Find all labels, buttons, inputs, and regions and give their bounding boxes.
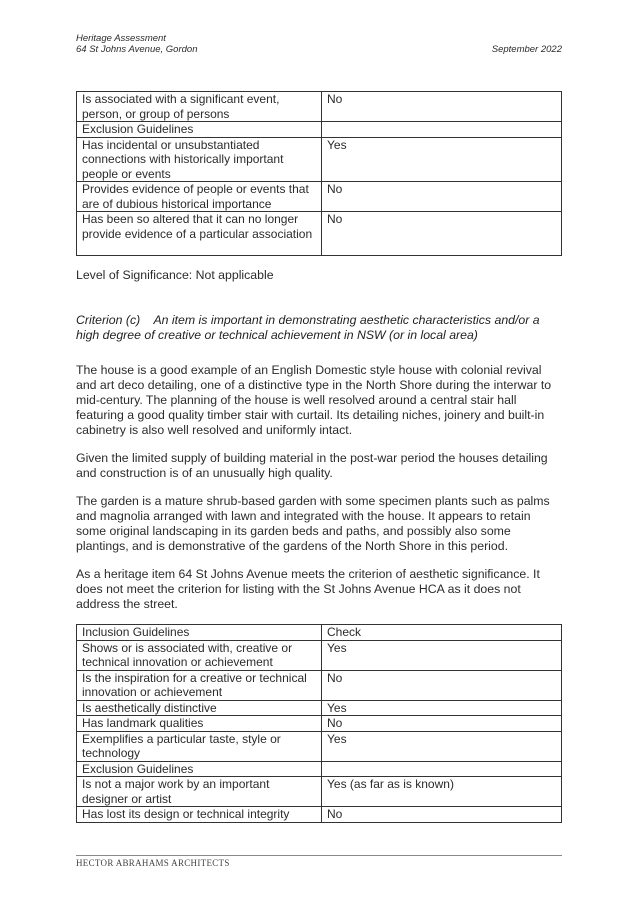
check-cell: Yes (as far as is known) (322, 777, 562, 807)
criterion-label: Criterion (c) (76, 313, 141, 327)
check-cell: No (322, 807, 562, 823)
guideline-cell: Has been so altered that it can no longer provide evidence of a particular association (77, 212, 322, 256)
guideline-cell: Exclusion Guidelines (77, 761, 322, 777)
check-cell: No (322, 212, 562, 256)
column-header: Check (322, 625, 562, 641)
table-row (77, 137, 562, 182)
guideline-cell: Is the inspiration for a creative or technical innovation or achievement (77, 670, 322, 700)
guideline-cell: Is not a major work by an important designer or artist (77, 777, 322, 807)
table-row (77, 122, 562, 138)
table-header-row (77, 625, 562, 641)
criterion-heading (76, 313, 562, 343)
check-cell: Yes (322, 137, 562, 182)
check-cell: No (322, 182, 562, 212)
table-row (77, 761, 562, 777)
check-cell: Yes (322, 640, 562, 670)
check-cell: No (322, 670, 562, 700)
header-date: September 2022 (491, 44, 562, 55)
paragraph: The house is a good example of an English Domestic style house with colonial revival and art deco detailing, one of a distinctive type in the North Shore during the interwar to mid-century. The planning of the house is well resolved around a central stair hall featuring a good quality timber stair with curtail. Its detailing niches, joinery and built-in cabinetry is also well resolved and uniformly intact. (76, 363, 552, 437)
check-cell (322, 122, 562, 138)
table-row (77, 182, 562, 212)
check-cell: No (322, 92, 562, 122)
guideline-cell: Has lost its design or technical integrity (77, 807, 322, 823)
paragraph: As a heritage item 64 St Johns Avenue meets the criterion of aesthetic significance. It does not meet the criterion for listing with the St Johns Avenue HCA as it does not address the street. (76, 567, 540, 611)
table-row (77, 807, 562, 823)
table-row (77, 92, 562, 122)
level-of-significance: Level of Significance: Not applicable (76, 268, 274, 282)
table-row (77, 640, 562, 670)
guideline-cell: Is aesthetically distinctive (77, 700, 322, 716)
guideline-cell: Is associated with a significant event, person, or group of persons (77, 92, 322, 122)
historical-association-table (76, 91, 562, 256)
column-header: Inclusion Guidelines (77, 625, 322, 641)
footer-firm-name: HECTOR ABRAHAMS ARCHITECTS (76, 858, 230, 868)
header-title: Heritage Assessment (76, 33, 166, 44)
guideline-cell: Has incidental or unsubstantiated connections with historically important people or events (77, 137, 322, 182)
check-cell: Yes (322, 731, 562, 761)
page-header (76, 33, 562, 55)
guideline-cell: Provides evidence of people or events that are of dubious historical importance (77, 182, 322, 212)
table-row (77, 212, 562, 256)
table-row (77, 777, 562, 807)
table-row (77, 731, 562, 761)
paragraph: The garden is a mature shrub-based garden with some specimen plants such as palms and magnolia arranged with lawn and integrated with the house. It appears to retain some original landscaping in its garden beds and paths, and possibly also some plantings, and is demonstrative of the gardens of the North Shore in this period. (76, 494, 550, 553)
check-cell: No (322, 716, 562, 732)
criterion-text: An item is important in demonstrating aesthetic characteristics and/or a high degree of creative or technical achievement in NSW (or in local area) (76, 313, 540, 342)
table-row (77, 670, 562, 700)
table-row (77, 700, 562, 716)
header-address: 64 St Johns Avenue, Gordon (76, 44, 198, 55)
check-cell (322, 761, 562, 777)
aesthetic-significance-table (76, 624, 562, 823)
guideline-cell: Shows or is associated with, creative or technical innovation or achievement (77, 640, 322, 670)
footer-divider (76, 855, 562, 856)
guideline-cell: Exemplifies a particular taste, style or technology (77, 731, 322, 761)
paragraph: Given the limited supply of building material in the post-war period the houses detailing and construction is of an unusually high quality. (76, 451, 548, 480)
table-row (77, 716, 562, 732)
check-cell: Yes (322, 700, 562, 716)
guideline-cell: Has landmark qualities (77, 716, 322, 732)
guideline-cell: Exclusion Guidelines (77, 122, 322, 138)
